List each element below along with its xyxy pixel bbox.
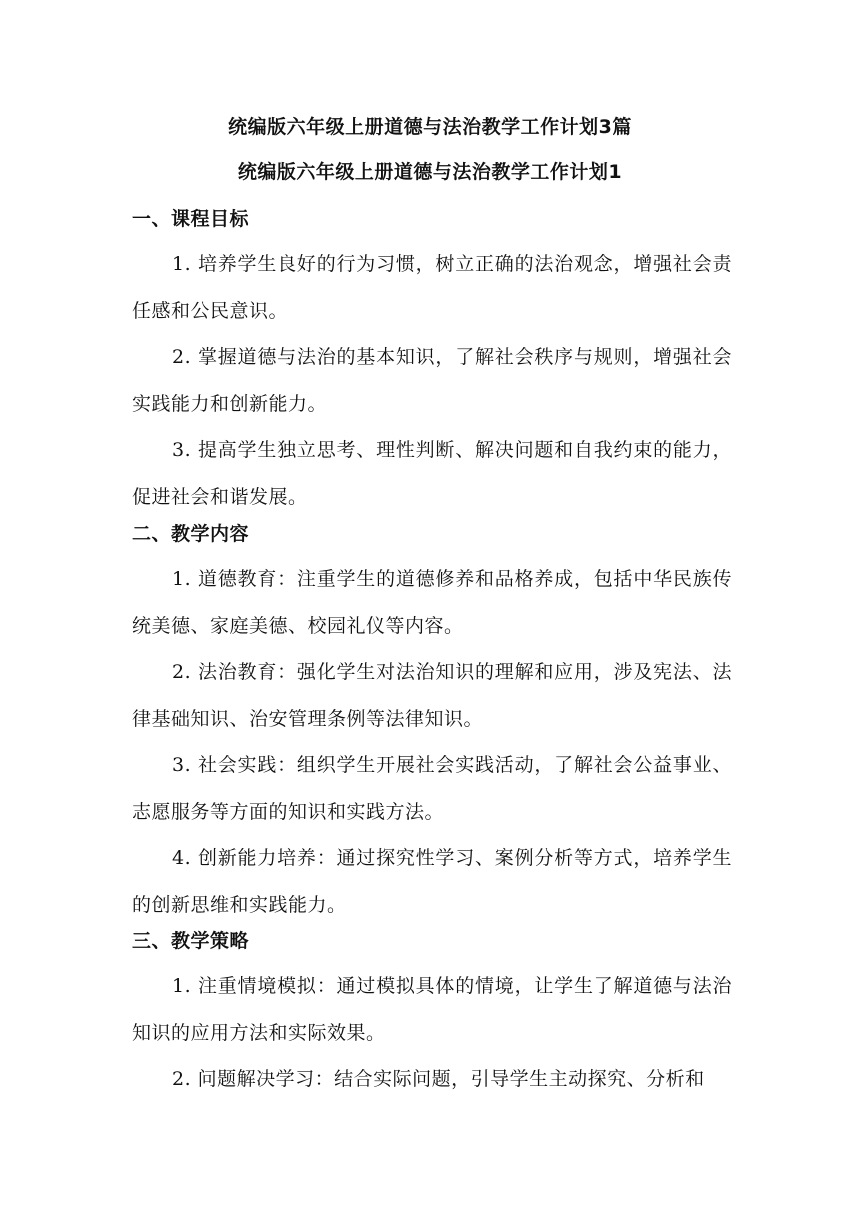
paragraph-content-1: 1. 道德教育：注重学生的道德修养和品格养成，包括中华民族传统美德、家庭美德、校园礼仪等内容。 [132, 568, 732, 637]
paragraph-goal-2: 2. 掌握道德与法治的基本知识，了解社会秩序与规则，增强社会实践能力和创新能力。 [132, 346, 732, 415]
section-heading-goals: 一、课程目标 [132, 208, 250, 230]
section-heading-content: 二、教学内容 [132, 523, 250, 545]
paragraph-content-3: 3. 社会实践：组织学生开展社会实践活动，了解社会公益事业、志愿服务等方面的知识和实践方法。 [132, 754, 732, 823]
section-heading-strategy: 三、教学策略 [132, 930, 250, 952]
paragraph-goal-1: 1. 培养学生良好的行为习惯，树立正确的法治观念，增强社会责任感和公民意识。 [132, 253, 732, 322]
paragraph-goal-3: 3. 提高学生独立思考、理性判断、解决问题和自我约束的能力，促进社会和谐发展。 [132, 439, 732, 508]
paragraph-strategy-2: 2. 问题解决学习：结合实际问题，引导学生主动探究、分析和 [172, 1068, 705, 1090]
paragraph-content-2: 2. 法治教育：强化学生对法治知识的理解和应用，涉及宪法、法律基础知识、治安管理条例等法律知识。 [132, 661, 732, 730]
paragraph-strategy-1: 1. 注重情境模拟：通过模拟具体的情境，让学生了解道德与法治知识的应用方法和实际效果。 [132, 975, 732, 1044]
document-subtitle: 统编版六年级上册道德与法治教学工作计划1 [237, 161, 623, 183]
paragraph-content-4: 4. 创新能力培养：通过探究性学习、案例分析等方式，培养学生的创新思维和实践能力。 [132, 847, 732, 916]
document-title: 统编版六年级上册道德与法治教学工作计划3篇 [228, 116, 632, 138]
